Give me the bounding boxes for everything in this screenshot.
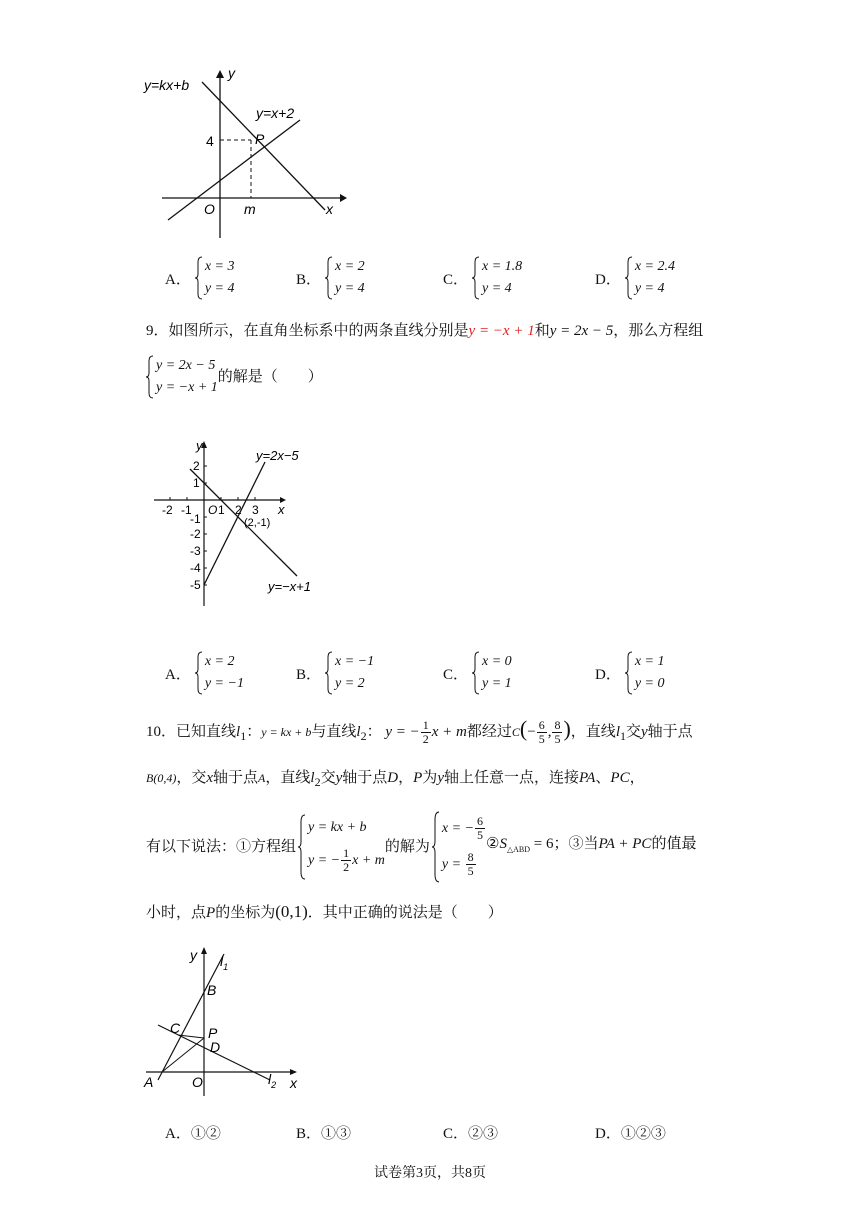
q10-a-label: A [144, 1074, 154, 1090]
page-footer: 试卷第3页，共8页 [374, 1166, 486, 1181]
q9-o-label: O [208, 503, 218, 517]
q9-x-tick-1: 1 [218, 503, 225, 517]
q9-line-b-label: y=−x+1 [268, 579, 312, 594]
q8-m-label: m [244, 201, 256, 217]
q9-graph [148, 438, 328, 610]
q10-line-2: B(0,4)，交x轴于点A，直线$l_2$交y轴于点D，P为y轴上任意一点，连接PA、PC， [146, 770, 645, 789]
q10-b-label: B [207, 982, 217, 998]
q8-option-c[interactable]: C． x = 1.8 y = 4 [443, 256, 522, 300]
q10-segment-pa [162, 1038, 204, 1072]
q10-x-label: x [290, 1075, 297, 1091]
q10-d-label: D [210, 1039, 221, 1055]
q10-graph [140, 940, 310, 1100]
q9-system: y = 2x − 5 y = −x + 1 的解是（ ） [146, 355, 323, 399]
q9-y-tick-1: 1 [193, 476, 200, 490]
q8-o-label: O [204, 201, 215, 217]
q9-y-tick-neg1: -1 [190, 512, 201, 526]
q10-o-label: O [192, 1074, 203, 1090]
q8-y-label: y [228, 68, 235, 81]
q10-l2-label: $l_2$ [268, 1071, 277, 1090]
q9-y-tick-neg2: -2 [190, 527, 201, 541]
q10-p-label: P [208, 1025, 218, 1041]
q8-y-tick: 4 [206, 133, 214, 149]
q9-y-tick-2: 2 [193, 459, 200, 473]
q10-c-label: C [170, 1020, 181, 1036]
q8-line-x-plus-2 [168, 120, 300, 220]
q9-y-tick-neg3: -3 [190, 544, 201, 558]
q10-y-label: y [190, 947, 197, 963]
q8-line2-label: y=x+2 [256, 105, 295, 121]
q9-x-label: x [278, 502, 285, 517]
q9-option-c[interactable]: C． x = 0 y = 1 [443, 651, 512, 695]
q10-line-4: 小时，点P的坐标为(0,1)．其中正确的说法是（ ） [146, 902, 503, 921]
q10-line-1: 10．已知直线$l_1$：y = kx + b与直线$l_2$： y = − $\frac{1}{2}$ x + m都经过C(− $\frac{6}{5}$ , $\frac{8}{5}$ )，直线$l_1$交y轴于点 [146, 716, 693, 747]
q9-x-tick-neg1: -1 [181, 503, 192, 517]
q9-y-label: y [196, 438, 203, 453]
q9-option-b[interactable]: B． x = −1 y = 2 [296, 651, 374, 695]
q9-x-tick-3: 3 [252, 503, 259, 517]
q9-y-tick-neg4: -4 [190, 561, 201, 575]
q10-option-a[interactable]: A．①② [165, 1126, 221, 1142]
q9-stem: 9．如图所示，在直角坐标系中的两条直线分别是y = −x + 1和y = 2x − 5，那么方程组 [146, 323, 704, 339]
q10-line-l1 [158, 954, 224, 1080]
q8-x-label: x [326, 201, 333, 217]
q10-option-c[interactable]: C．②③ [443, 1126, 499, 1142]
q9-point-label: (2,-1) [244, 517, 271, 529]
q10-line-3: 有以下说法：①方程组 y = kx + b y = − $\frac{1}{2}$ x + m 的解为 x = − $\frac{6}{5}$ y = $\frac{8}{5}$ $②S_{\triangle ABD} = 6$；③当PA + PC的值最 [146, 808, 696, 880]
q8-p-label: P [255, 131, 265, 147]
q9-option-a[interactable]: A． x = 2 y = −1 [165, 651, 244, 695]
q8-option-d[interactable]: D． x = 2.4 y = 4 [595, 256, 675, 300]
q10-option-d[interactable]: D．①②③ [595, 1126, 666, 1142]
q8-option-a[interactable]: A． x = 3 y = 4 [165, 256, 235, 300]
q9-option-d[interactable]: D． x = 1 y = 0 [595, 651, 665, 695]
q9-x-tick-2: 2 [235, 503, 242, 517]
q9-x-tick-neg2: -2 [162, 503, 173, 517]
q9-y-tick-neg5: -5 [190, 578, 201, 592]
q9-line-a-label: y=2x−5 [256, 448, 299, 463]
q10-l1-label: $l_1$ [220, 953, 229, 972]
q8-line1-label: y=kx+b [144, 77, 190, 93]
q10-option-b[interactable]: B．①③ [296, 1126, 352, 1142]
q8-graph [140, 68, 350, 243]
q8-option-b[interactable]: B． x = 2 y = 4 [296, 256, 365, 300]
